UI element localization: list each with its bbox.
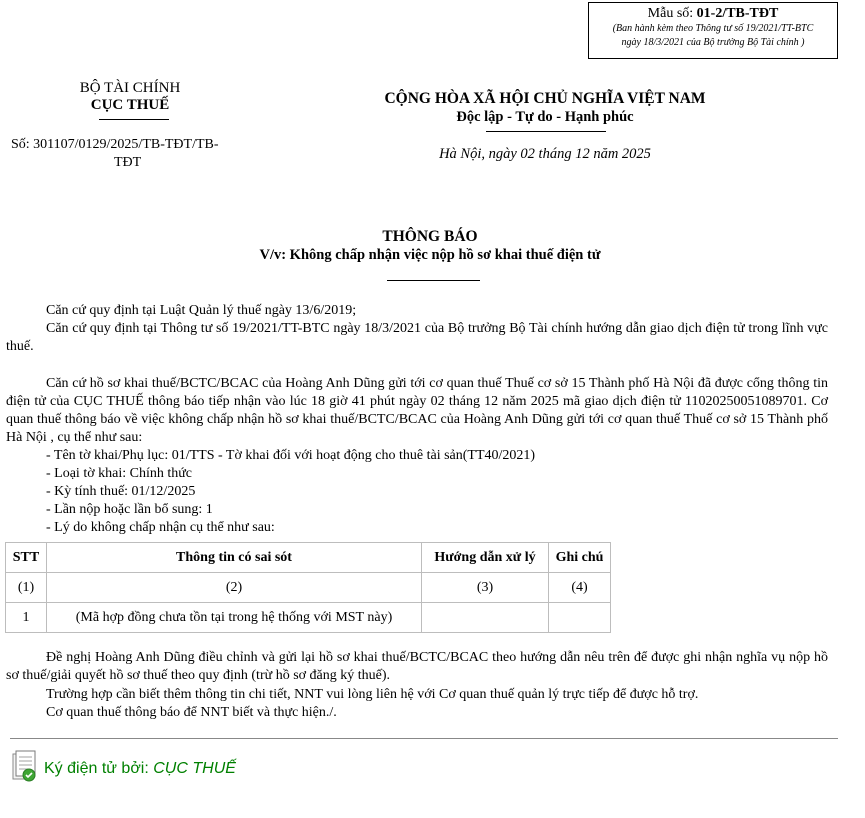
closing-paragraph-3: Cơ quan thuế thông báo để NNT biết và thực hiện./. bbox=[46, 705, 337, 720]
table-cell: (1) bbox=[6, 573, 47, 603]
table-cell: 1 bbox=[6, 603, 47, 633]
nation-title: CỘNG HÒA XÃ HỘI CHỦ NGHĨA VIỆT NAM bbox=[384, 90, 706, 107]
table-header-row bbox=[6, 543, 611, 573]
agency-header bbox=[30, 80, 230, 114]
list-item: - Kỳ tính thuế: 01/12/2025 bbox=[46, 484, 196, 499]
signature-label: Ký điện tử bởi: bbox=[44, 760, 154, 777]
table-cell: (4) bbox=[549, 573, 611, 603]
legal-basis-1: Căn cứ quy định tại Luật Quản lý thuế ngày 13/6/2019; bbox=[46, 303, 357, 318]
form-note-line2: ngày 18/3/2021 của Bộ trưởng Bộ Tài chính ) bbox=[621, 37, 805, 48]
legal-basis-2: Căn cứ quy định tại Thông tư số 19/2021/TT-BTC ngày 18/3/2021 của Bộ trưởng Bộ Tài chính hướng dẫn giao dịch điện tử trong lĩnh vực thuế. bbox=[6, 321, 828, 354]
table-row bbox=[6, 603, 611, 633]
document-subtitle: V/v: Không chấp nhận việc nộp hồ sơ khai thuế điện tử bbox=[259, 247, 601, 263]
document-date: Hà Nội, ngày 02 tháng 12 năm 2025 bbox=[439, 146, 651, 162]
table-cell: (2) bbox=[47, 573, 422, 603]
closing-paragraph-1: Đề nghị Hoàng Anh Dũng điều chỉnh và gửi lại hồ sơ khai thuế/BCTC/BCAC theo hướng dẫn nêu trên để được ghi nhận nghĩa vụ nộp hồ sơ thuế/giải quyết hồ sơ thuế theo quy định (trừ hồ sơ đăng ký thuế). bbox=[6, 650, 828, 683]
form-code-value: 01-2/TB-TĐT bbox=[696, 6, 779, 21]
document-number-line1: Số: 301107/0129/2025/TB-TĐT/TB- bbox=[11, 137, 219, 152]
document-number-line2: TĐT bbox=[114, 155, 142, 170]
list-item: - Loại tờ khai: Chính thức bbox=[46, 466, 193, 481]
table-cell: (Mã hợp đồng chưa tồn tại trong hệ thống với MST này) bbox=[47, 603, 422, 633]
document-title: THÔNG BÁO bbox=[382, 228, 478, 245]
form-code-box bbox=[588, 2, 838, 59]
signed-document-icon bbox=[10, 750, 40, 789]
table-cell bbox=[422, 603, 549, 633]
agency-divider bbox=[99, 119, 169, 120]
document-number bbox=[11, 136, 261, 172]
closing-paragraph-2: Trường hợp cần biết thêm thông tin chi tiết, NNT vui lòng liên hệ với Cơ quan thuế quản lý trực tiếp để được hỗ trợ. bbox=[46, 687, 699, 702]
table-cell bbox=[549, 603, 611, 633]
col-header-error-info: Thông tin có sai sót bbox=[47, 543, 422, 573]
main-paragraph: Căn cứ hồ sơ khai thuế/BCTC/BCAC của Hoàng Anh Dũng gửi tới cơ quan thuế Thuế cơ sở 15 Thành phố Hà Nội đã được cổng thông tin điện tử của CỤC THUẾ thông báo tiếp nhận vào lúc 18 giờ 41 phút ngày 02 tháng 12 năm 2025 mã giao dịch điện tử 11020250051089701. Cơ quan thuế thông báo về việc không chấp nhận hồ sơ khai thuế/BCTC/BCAC của Hoàng Anh Dũng gửi tới cơ quan thuế Thuế cơ sở 15 Thành phố Hà Nội , cụ thể như sau: bbox=[6, 376, 828, 445]
digital-signature bbox=[10, 752, 236, 786]
department-name: CỤC THUẾ bbox=[90, 97, 170, 113]
form-note-line1: (Ban hành kèm theo Thông tư số 19/2021/TT-BTC bbox=[612, 23, 814, 34]
table-numbering-row bbox=[6, 573, 611, 603]
col-header-note: Ghi chú bbox=[549, 543, 611, 573]
col-header-stt: STT bbox=[6, 543, 47, 573]
error-table bbox=[5, 542, 611, 633]
motto: Độc lập - Tự do - Hạnh phúc bbox=[456, 109, 634, 125]
list-item: - Lý do không chấp nhận cụ thể như sau: bbox=[46, 520, 275, 535]
col-header-guidance: Hướng dẫn xử lý bbox=[422, 543, 549, 573]
form-code bbox=[589, 5, 837, 22]
list-item: - Tên tờ khai/Phụ lục: 01/TTS - Tờ khai đối với hoạt động cho thuê tài sản(TT40/2021) bbox=[46, 448, 536, 463]
motto-divider bbox=[486, 131, 606, 132]
table-cell: (3) bbox=[422, 573, 549, 603]
signature-divider bbox=[10, 738, 838, 739]
signature-signer: CỤC THUẾ bbox=[153, 760, 236, 777]
form-code-prefix: Mẫu số: bbox=[647, 6, 697, 21]
signature-text bbox=[44, 760, 236, 778]
title-divider bbox=[387, 280, 480, 281]
list-item: - Lần nộp hoặc lần bổ sung: 1 bbox=[46, 502, 213, 517]
ministry-name: BỘ TÀI CHÍNH bbox=[79, 80, 181, 96]
